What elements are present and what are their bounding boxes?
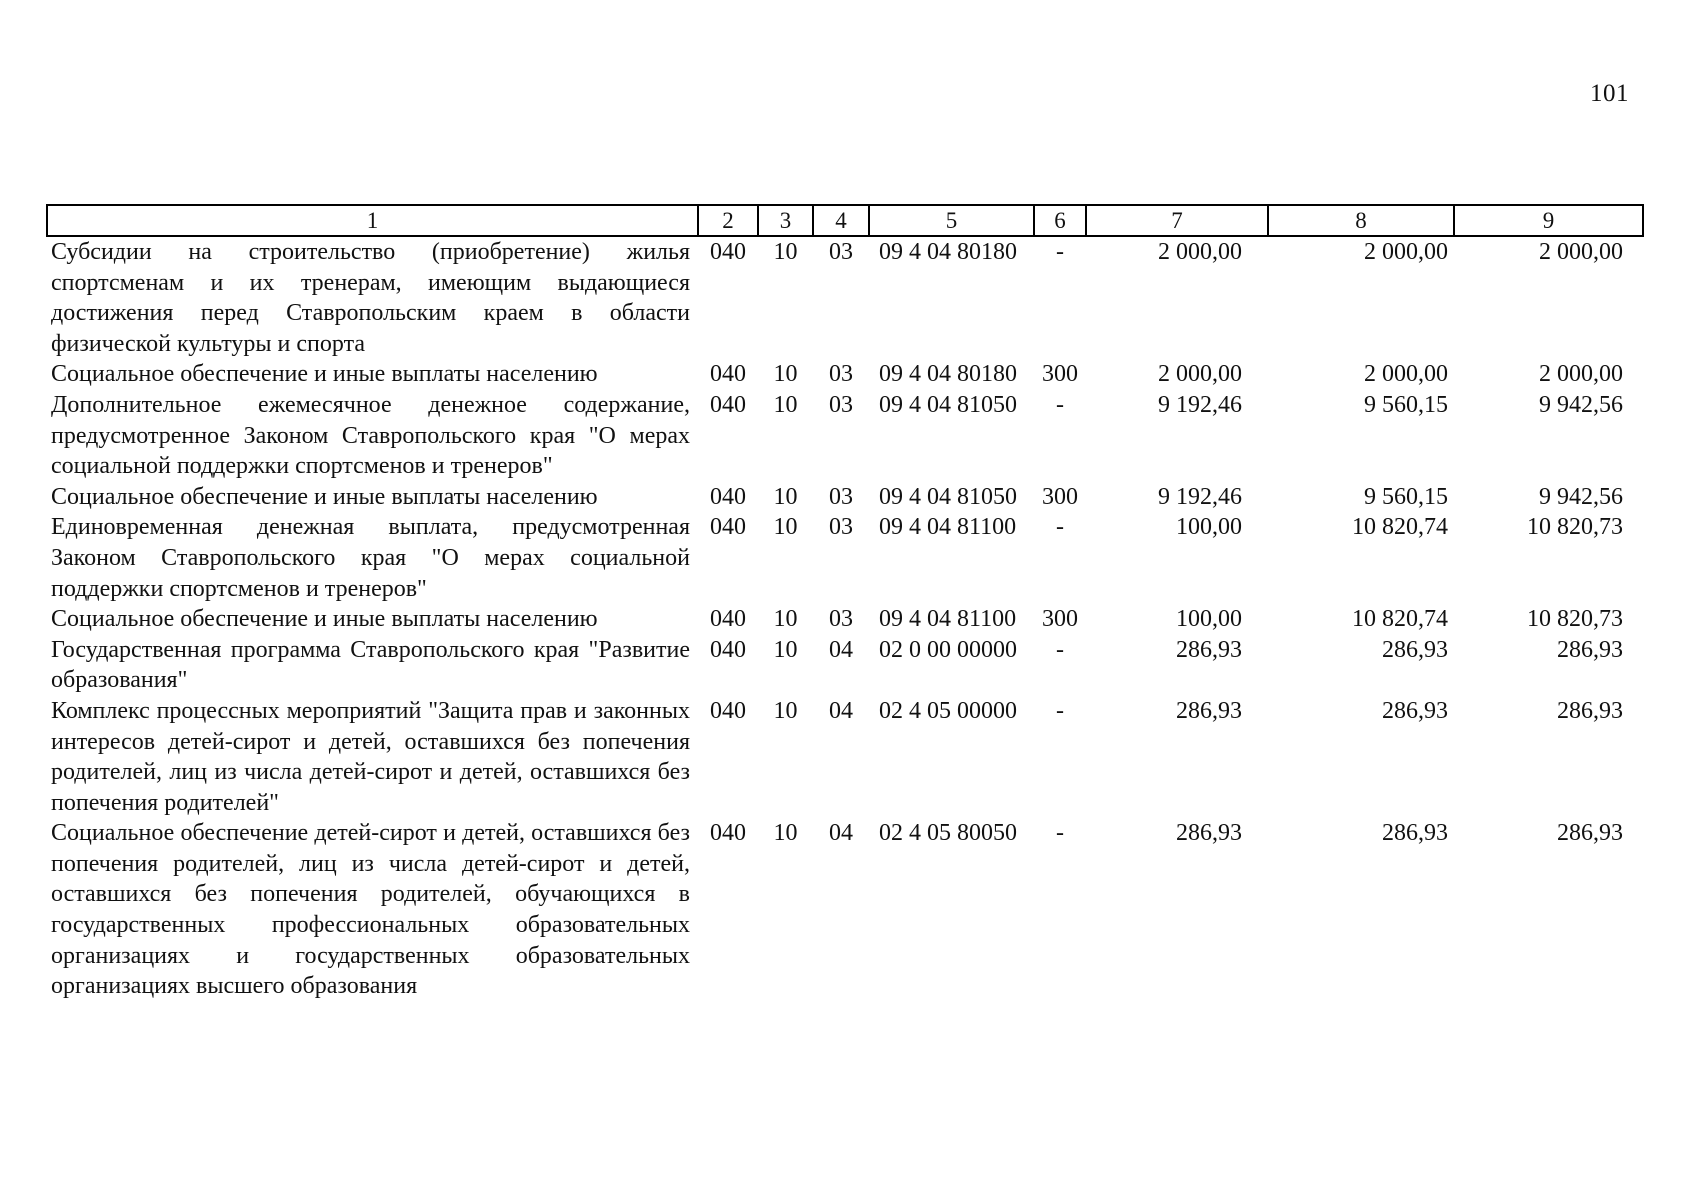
amount-col7-cell: 286,93 bbox=[1176, 820, 1242, 847]
column-header-3: 3 bbox=[758, 205, 813, 236]
budget-table bbox=[46, 204, 1644, 1002]
subsection-cell: 03 bbox=[829, 361, 853, 388]
amount-col9-cell: 286,93 bbox=[1557, 636, 1623, 663]
ministry-code-cell: 040 bbox=[710, 606, 746, 633]
section-cell: 10 bbox=[773, 239, 798, 265]
target-article-cell: 02 4 05 80050 bbox=[879, 820, 1017, 847]
amount-col7-cell: 9 192,46 bbox=[1158, 391, 1242, 418]
amount-col7-cell: 286,93 bbox=[1176, 636, 1242, 663]
column-header-4: 4 bbox=[813, 205, 869, 236]
amount-col7-cell: 100,00 bbox=[1176, 514, 1242, 541]
row-name-cell: Субсидии на строительство (приобретение) жилья спортсменам и их тренерам, имеющим выдающиеся достижения перед Ставропольским краем в области физической культуры и спорта bbox=[51, 239, 690, 357]
table-row bbox=[47, 635, 1643, 696]
target-article-cell: 09 4 04 81050 bbox=[879, 391, 1017, 418]
table-row bbox=[47, 512, 1643, 604]
column-header-5: 5 bbox=[869, 205, 1034, 236]
amount-col7-cell: 2 000,00 bbox=[1158, 361, 1242, 388]
row-name-cell: Социальное обеспечение детей-сирот и детей, оставшихся без попечения родителей, лиц из числа детей-сирот и детей, оставшихся без попечения родителей, обучающихся в государственных профессиональных образовательных организациях и государственных образовательных организациях высшего образования bbox=[51, 820, 690, 1000]
table-body bbox=[47, 236, 1643, 1002]
section-cell: 10 bbox=[773, 361, 798, 388]
amount-col7-cell: 286,93 bbox=[1176, 697, 1242, 724]
subsection-cell: 04 bbox=[829, 820, 853, 847]
expense-type-cell: - bbox=[1056, 391, 1064, 418]
amount-col8-cell: 2 000,00 bbox=[1364, 361, 1448, 388]
page-number: 101 bbox=[1590, 80, 1629, 107]
column-header-6: 6 bbox=[1034, 205, 1086, 236]
ministry-code-cell: 040 bbox=[710, 636, 746, 663]
amount-col9-cell: 9 942,56 bbox=[1539, 391, 1623, 418]
amount-col8-cell: 10 820,74 bbox=[1352, 606, 1448, 633]
table-row bbox=[47, 359, 1643, 390]
section-cell: 10 bbox=[773, 820, 798, 847]
amount-col7-cell: 9 192,46 bbox=[1158, 483, 1242, 510]
expense-type-cell: 300 bbox=[1042, 483, 1078, 510]
subsection-cell: 03 bbox=[829, 239, 853, 265]
section-cell: 10 bbox=[773, 606, 798, 633]
row-name-cell: Дополнительное ежемесячное денежное содержание, предусмотренное Законом Ставропольского края "О мерах социальной поддержки спортсменов и тренеров" bbox=[51, 391, 690, 480]
ministry-code-cell: 040 bbox=[710, 820, 746, 847]
expense-type-cell: - bbox=[1056, 820, 1064, 847]
expense-type-cell: - bbox=[1056, 636, 1064, 663]
column-header-2: 2 bbox=[698, 205, 758, 236]
amount-col8-cell: 9 560,15 bbox=[1364, 483, 1448, 510]
column-header-8: 8 bbox=[1268, 205, 1454, 236]
ministry-code-cell: 040 bbox=[710, 514, 746, 541]
amount-col8-cell: 286,93 bbox=[1382, 636, 1448, 663]
subsection-cell: 04 bbox=[829, 697, 853, 724]
table-row bbox=[47, 696, 1643, 818]
amount-col9-cell: 9 942,56 bbox=[1539, 483, 1623, 510]
section-cell: 10 bbox=[773, 391, 798, 418]
amount-col8-cell: 286,93 bbox=[1382, 820, 1448, 847]
expense-type-cell: 300 bbox=[1042, 361, 1078, 388]
target-article-cell: 09 4 04 80180 bbox=[879, 361, 1017, 388]
amount-col7-cell: 100,00 bbox=[1176, 606, 1242, 633]
table-row bbox=[47, 818, 1643, 1002]
ministry-code-cell: 040 bbox=[710, 391, 746, 418]
column-header-7: 7 bbox=[1086, 205, 1268, 236]
subsection-cell: 03 bbox=[829, 391, 853, 418]
amount-col7-cell: 2 000,00 bbox=[1158, 239, 1242, 265]
ministry-code-cell: 040 bbox=[710, 483, 746, 510]
target-article-cell: 09 4 04 81100 bbox=[879, 606, 1017, 633]
row-name-cell: Социальное обеспечение и иные выплаты населению bbox=[51, 483, 598, 510]
amount-col8-cell: 9 560,15 bbox=[1364, 391, 1448, 418]
expense-type-cell: - bbox=[1056, 239, 1064, 265]
subsection-cell: 04 bbox=[829, 636, 853, 663]
row-name-cell: Единовременная денежная выплата, предусмотренная Законом Ставропольского края "О мерах социальной поддержки спортсменов и тренеров" bbox=[51, 514, 690, 602]
subsection-cell: 03 bbox=[829, 606, 853, 633]
amount-col9-cell: 2 000,00 bbox=[1539, 361, 1623, 388]
subsection-cell: 03 bbox=[829, 514, 853, 541]
ministry-code-cell: 040 bbox=[710, 697, 746, 724]
section-cell: 10 bbox=[773, 514, 798, 541]
target-article-cell: 09 4 04 81050 bbox=[879, 483, 1017, 510]
amount-col8-cell: 286,93 bbox=[1382, 697, 1448, 724]
amount-col8-cell: 10 820,74 bbox=[1352, 514, 1448, 541]
row-name-cell: Социальное обеспечение и иные выплаты населению bbox=[51, 606, 598, 633]
subsection-cell: 03 bbox=[829, 483, 853, 510]
row-name-cell: Комплекс процессных мероприятий "Защита прав и законных интересов детей-сирот и детей, оставшихся без попечения родителей, лиц из числа детей-сирот и детей, оставшихся без попечения родителей" bbox=[51, 697, 690, 816]
amount-col8-cell: 2 000,00 bbox=[1364, 239, 1448, 265]
target-article-cell: 02 4 05 00000 bbox=[879, 697, 1017, 724]
amount-col9-cell: 286,93 bbox=[1557, 820, 1623, 847]
column-header-1: 1 bbox=[47, 205, 698, 236]
amount-col9-cell: 286,93 bbox=[1557, 697, 1623, 724]
section-cell: 10 bbox=[773, 697, 798, 724]
target-article-cell: 09 4 04 80180 bbox=[879, 239, 1017, 265]
column-header-9: 9 bbox=[1454, 205, 1643, 236]
expense-type-cell: - bbox=[1056, 514, 1064, 541]
section-cell: 10 bbox=[773, 483, 798, 510]
row-name-cell: Социальное обеспечение и иные выплаты населению bbox=[51, 361, 598, 388]
ministry-code-cell: 040 bbox=[710, 239, 746, 265]
table-row bbox=[47, 604, 1643, 635]
expense-type-cell: 300 bbox=[1042, 606, 1078, 633]
target-article-cell: 02 0 00 00000 bbox=[879, 636, 1017, 663]
ministry-code-cell: 040 bbox=[710, 361, 746, 388]
table-row bbox=[47, 390, 1643, 482]
section-cell: 10 bbox=[773, 636, 798, 663]
table-row bbox=[47, 482, 1643, 513]
table-header bbox=[47, 205, 1643, 236]
amount-col9-cell: 10 820,73 bbox=[1527, 606, 1623, 633]
row-name-cell: Государственная программа Ставропольского края "Развитие образования" bbox=[51, 636, 690, 694]
amount-col9-cell: 10 820,73 bbox=[1527, 514, 1623, 541]
table-row bbox=[47, 236, 1643, 359]
expense-type-cell: - bbox=[1056, 697, 1064, 724]
header-row bbox=[47, 205, 1643, 236]
amount-col9-cell: 2 000,00 bbox=[1539, 239, 1623, 265]
target-article-cell: 09 4 04 81100 bbox=[879, 514, 1017, 541]
